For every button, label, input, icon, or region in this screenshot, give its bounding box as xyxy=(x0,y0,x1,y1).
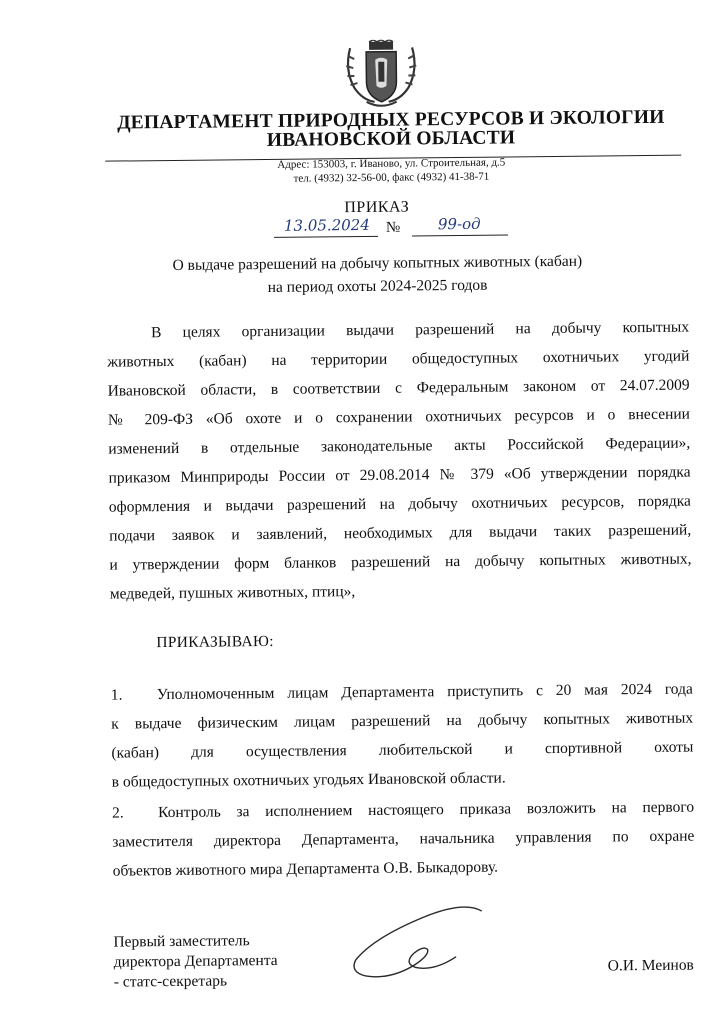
preamble-line: подачи заявок и заявлений, необходимых для выдачи таких разрешений, xyxy=(109,521,692,545)
order-title: ПРИКАЗ xyxy=(344,198,410,217)
item-line: заместителя директора Департамента, начальника управления по охране xyxy=(112,827,695,851)
signatory-name: О.И. Меинов xyxy=(607,956,694,975)
preamble-line: медведей, пушных животных, птиц», xyxy=(109,583,356,603)
signatory-position xyxy=(113,931,278,993)
ivanovo-coat-of-arms-icon xyxy=(340,39,423,110)
handwritten-signature-icon xyxy=(343,901,494,985)
preamble-line: № 209-ФЗ «Об охоте и о сохранении охотничьих ресурсов и о внесении xyxy=(107,405,691,429)
department-contacts: тел. (4932) 32-56-00, факс (4932) 41-38-71 xyxy=(293,170,490,185)
order-number: 99-од xyxy=(437,214,481,234)
preamble-line: животных (кабан) на территории общедоступных охотничьих угодий xyxy=(107,347,690,371)
department-address: Адрес: 153003, г. Иваново, ул. Строительная, д.5 xyxy=(277,156,506,171)
number-sign: № xyxy=(385,219,401,236)
preamble-line: Ивановской области, в соответствии с Федеральным законом от 24.07.2009 xyxy=(107,376,690,400)
department-name-line1: ДЕПАРТАМЕНТ ПРИРОДНЫХ РЕСУРСОВ И ЭКОЛОГИИ xyxy=(117,106,665,134)
order-subject-line2: на период охоты 2024-2025 годов xyxy=(267,276,488,296)
item-number: 2. xyxy=(111,804,124,822)
item-line: Уполномоченным лицам Департамента приступить с 20 мая 2024 года xyxy=(156,680,693,704)
order-item-1 xyxy=(111,675,694,797)
preamble-line: оформления и выдачи разрешений на добычу охотничьих ресурсов, порядка xyxy=(108,492,691,516)
order-date: 13.05.2024 xyxy=(283,215,370,235)
item-line: объектов животного мира Департамента О.В. Быкадорову. xyxy=(112,858,499,880)
signatory-position-line: - статс-секретарь xyxy=(113,972,228,991)
order-subject-line1: О выдаче разрешений на добычу копытных животных (кабан) xyxy=(172,252,583,274)
preamble-line: приказом Минприроды России от 29.08.2014 № 379 «Об утверждении порядка xyxy=(108,463,691,487)
preamble-line: и утверждении форм бланков разрешений на добычу копытных животных, xyxy=(109,550,692,574)
order-date-field xyxy=(274,215,378,238)
item-line: (кабан) для осуществления любительской и спортивной охоты xyxy=(111,738,694,762)
signatory-position-line: директора Департамента xyxy=(113,951,278,971)
order-item-2 xyxy=(112,793,695,886)
preamble-line: изменений в отдельные законодательные акты Российской Федерации», xyxy=(108,434,691,458)
item-line: Контроль за исполнением настоящего приказа возложить на первого xyxy=(157,798,695,822)
item-line: к выдаче физическим лицам разрешений на добычу копытных животных xyxy=(111,709,694,733)
item-number: 1. xyxy=(110,686,123,704)
preamble-line: В целях организации выдачи разрешений на добычу копытных xyxy=(150,318,690,342)
signatory-position-line: Первый заместитель xyxy=(113,932,250,951)
department-name-line2: ИВАНОВСКОЙ ОБЛАСТИ xyxy=(266,127,516,151)
decree-word: ПРИКАЗЫВАЮ: xyxy=(156,632,274,652)
order-number-field xyxy=(412,216,508,236)
item-line: в общедоступных охотничьих угодьях Ивановской области. xyxy=(111,769,506,791)
preamble-paragraph xyxy=(107,313,692,609)
